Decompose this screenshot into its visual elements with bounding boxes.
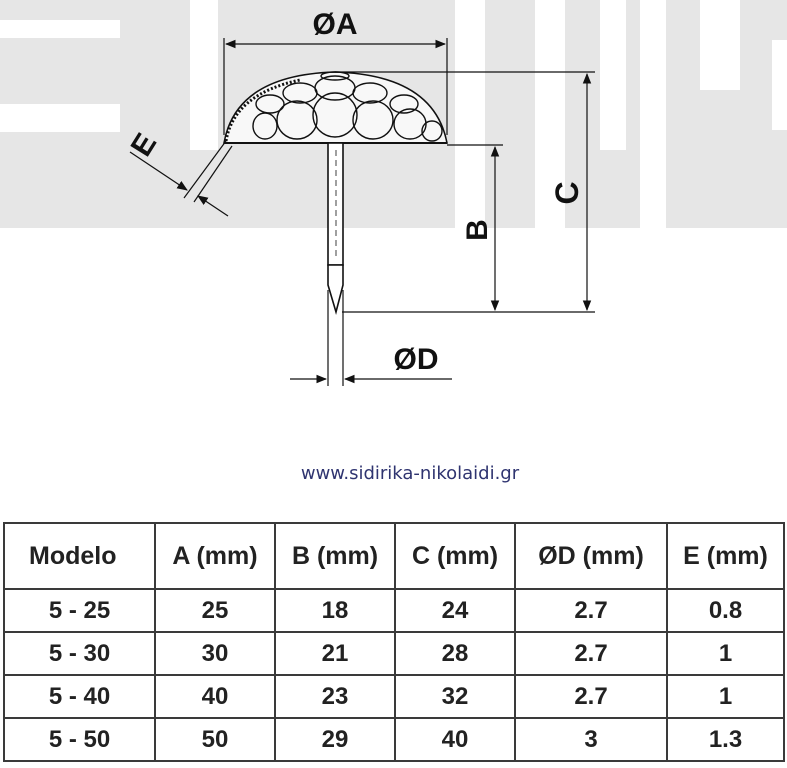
table-cell: 29 xyxy=(275,718,395,761)
table-cell: 18 xyxy=(275,589,395,632)
table-cell: 1 xyxy=(667,675,784,718)
table-cell: 2.7 xyxy=(515,589,667,632)
table-cell: 50 xyxy=(155,718,275,761)
table-header-row xyxy=(4,523,784,589)
label-dim-d: ØD xyxy=(393,343,439,376)
table-cell: 40 xyxy=(155,675,275,718)
table-cell: 21 xyxy=(275,632,395,675)
table-cell: 2.7 xyxy=(515,675,667,718)
spec-table xyxy=(3,522,785,762)
column-header: ØD (mm) xyxy=(515,523,667,589)
website-url[interactable]: www.sidirika-nikolaidi.gr xyxy=(300,463,520,484)
table-row xyxy=(4,675,784,718)
table-cell: 1 xyxy=(667,632,784,675)
table-row xyxy=(4,632,784,675)
table-row xyxy=(4,589,784,632)
table-cell: 3 xyxy=(515,718,667,761)
column-header: B (mm) xyxy=(275,523,395,589)
label-dim-c: C xyxy=(549,181,585,205)
table-cell: 5 - 25 xyxy=(4,589,155,632)
label-dim-a: ØA xyxy=(312,8,358,41)
column-header: C (mm) xyxy=(395,523,515,589)
label-dim-b: B xyxy=(461,219,494,241)
table-row xyxy=(4,718,784,761)
table-cell: 32 xyxy=(395,675,515,718)
table-cell: 25 xyxy=(155,589,275,632)
table-cell: 5 - 40 xyxy=(4,675,155,718)
table-cell: 24 xyxy=(395,589,515,632)
table-cell: 2.7 xyxy=(515,632,667,675)
table-cell: 28 xyxy=(395,632,515,675)
label-dim-e: E xyxy=(124,127,164,163)
table-cell: 40 xyxy=(395,718,515,761)
table-cell: 0.8 xyxy=(667,589,784,632)
table-cell: 5 - 30 xyxy=(4,632,155,675)
column-header: Modelo xyxy=(4,523,155,589)
column-header: A (mm) xyxy=(155,523,275,589)
column-header: E (mm) xyxy=(667,523,784,589)
nail-shank xyxy=(328,143,343,312)
table-cell: 5 - 50 xyxy=(4,718,155,761)
table-cell: 1.3 xyxy=(667,718,784,761)
table-cell: 30 xyxy=(155,632,275,675)
table-cell: 23 xyxy=(275,675,395,718)
